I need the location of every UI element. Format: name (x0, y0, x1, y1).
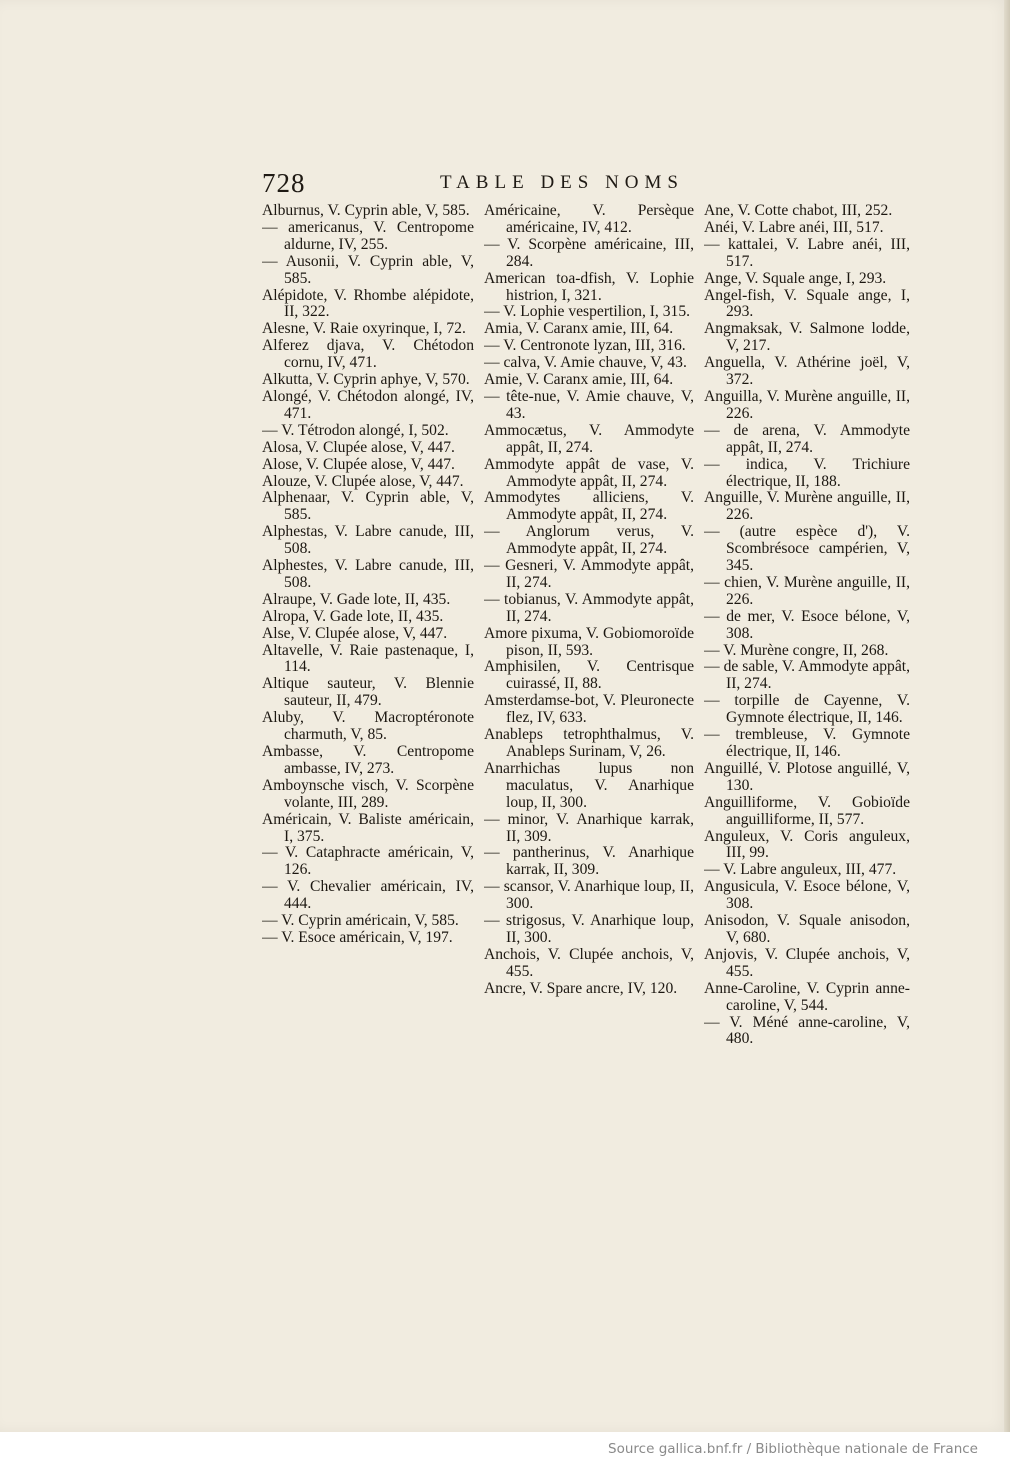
index-entry: — chien, V. Murène anguille, II, 226. (704, 573, 910, 608)
index-entry: — V. Centronote lyzan, III, 316. (484, 337, 686, 355)
index-entry: — V. Tétrodon alongé, I, 502. (262, 421, 449, 439)
index-entry: Alkutta, V. Cyprin aphye, V, 570. (262, 371, 470, 389)
index-entry: Alburnus, V. Cyprin able, V, 585. (262, 203, 470, 219)
index-entry: Ammodytes alliciens, V. Ammodyte appât, II, 274. (484, 489, 694, 524)
index-entry: Amore pixuma, V. Gobiomoroïde pison, II, 593. (484, 624, 694, 659)
index-entry: American toa-dfish, V. Lophie histrion, I, 321. (484, 269, 694, 304)
index-entry: — (autre espèce d'), V. Scombrésoce campérien, V, 345. (704, 523, 910, 575)
index-entry: — tête-nue, V. Amie chauve, V, 43. (484, 387, 694, 422)
index-entry: Alouze, V. Clupée alose, V, 447. (262, 472, 464, 490)
running-title: TABLE DES NOMS (440, 172, 684, 193)
index-entry: Alose, V. Clupée alose, V, 447. (262, 455, 455, 473)
index-entry: Anguille, V. Murène anguille, II, 226. (704, 489, 910, 524)
index-entry: — V. Scorpène américaine, III, 284. (484, 235, 694, 270)
index-column-3 (704, 203, 910, 1203)
index-entry: Anarrhichas lupus non maculatus, V. Anarhique loup, II, 300. (484, 759, 694, 811)
index-entry: Alphestas, V. Labre canude, III, 508. (262, 523, 474, 558)
page-edge (1004, 0, 1010, 1432)
index-entry: Alépidote, V. Rhombe alépidote, II, 322. (262, 286, 474, 321)
index-entry: Amie, V. Caranx amie, III, 64. (484, 371, 674, 389)
index-entry: — V. Labre anguleux, III, 477. (704, 861, 897, 879)
index-entry: Angmaksak, V. Salmone lodde, V, 217. (704, 320, 910, 355)
index-entry: Alphenaar, V. Cyprin able, V, 585. (262, 489, 474, 524)
index-entry: Altique sauteur, V. Blennie sauteur, II, 479. (262, 675, 474, 710)
index-entry: Amsterdamse-bot, V. Pleuronecte flez, IV, 633. (484, 692, 694, 727)
index-entry: Anisodon, V. Squale anisodon, V, 680. (704, 912, 910, 946)
index-entry: Alropa, V. Gade lote, II, 435. (262, 607, 444, 625)
index-entry: — V. Murène congre, II, 268. (704, 641, 889, 659)
index-entry: — de arena, V. Ammodyte appât, II, 274. (704, 421, 910, 456)
index-entry: — V. Méné anne-caroline, V, 480. (704, 1013, 910, 1048)
index-entry: Anableps tetrophthalmus, V. Anableps Surinam, V, 26. (484, 726, 694, 760)
index-entry: Alse, V. Clupée alose, V, 447. (262, 624, 448, 642)
index-entry: Anjovis, V. Clupée anchois, V, 455. (704, 945, 910, 980)
index-entry: — minor, V. Anarhique karrak, II, 309. (484, 810, 694, 845)
index-entry: Ammodyte appât de vase, V. Ammodyte appât, II, 274. (484, 455, 694, 490)
index-entry: — V. Esoce américain, V, 197. (262, 928, 453, 946)
index-entry: — trembleuse, V. Gymnote électrique, II, 146. (704, 726, 910, 760)
index-entry: Alphestes, V. Labre canude, III, 508. (262, 557, 474, 591)
index-column-2 (484, 203, 694, 1203)
index-entry: — de sable, V. Ammodyte appât, II, 274. (704, 658, 910, 693)
index-entry: Anne-Caroline, V. Cyprin anne-caroline, V, 544. (704, 979, 910, 1014)
page-number: 728 (262, 168, 306, 198)
index-entry: Angel-fish, V. Squale ange, I, 293. (704, 286, 910, 321)
index-entry: Américaine, V. Persèque américaine, IV, 412. (484, 203, 694, 236)
index-entry: Alraupe, V. Gade lote, II, 435. (262, 590, 451, 608)
index-entry: — indica, V. Trichiure électrique, II, 188. (704, 455, 910, 490)
index-entry: — V. Lophie vespertilion, I, 315. (484, 303, 691, 321)
index-entry: Ambasse, V. Centropome ambasse, IV, 273. (262, 743, 474, 777)
index-entry: — strigosus, V. Anarhique loup, II, 300. (484, 912, 694, 946)
source-credit: Source gallica.bnf.fr / Bibliothèque nationale de France (608, 1441, 978, 1457)
index-entry: — scansor, V. Anarhique loup, II, 300. (484, 878, 694, 913)
index-column-1 (262, 203, 474, 1203)
index-entry: — Ausonii, V. Cyprin able, V, 585. (262, 252, 474, 287)
index-entry: Amphisilen, V. Centrisque cuirassé, II, 88. (484, 658, 694, 693)
index-entry: Aluby, V. Macroptéronote charmuth, V, 85. (262, 709, 474, 744)
index-entry: Alosa, V. Clupée alose, V, 447. (262, 438, 455, 456)
index-entry: Alongé, V. Chétodon alongé, IV, 471. (262, 387, 474, 422)
index-entry: Américain, V. Baliste américain, I, 375. (262, 810, 474, 845)
index-entry: — V. Cyprin américain, V, 585. (262, 912, 459, 930)
index-entry: Anguilliforme, V. Gobioïde anguilliforme, II, 577. (704, 793, 910, 828)
index-entry: Alferez djava, V. Chétodon cornu, IV, 471. (262, 337, 474, 372)
index-entry: Amboynsche visch, V. Scorpène volante, III, 289. (262, 776, 474, 811)
index-entry: Ane, V. Cotte chabot, III, 252. (704, 203, 893, 219)
index-entry: Ammocætus, V. Ammodyte appât, II, 274. (484, 421, 694, 456)
index-entry: Anéi, V. Labre anéi, III, 517. (704, 218, 884, 236)
index-entry: — calva, V. Amie chauve, V, 43. (484, 354, 687, 372)
index-entry: — pantherinus, V. Anarhique karrak, II, 309. (484, 844, 694, 879)
index-entry: — kattalei, V. Labre anéi, III, 517. (704, 235, 910, 270)
index-entry: — V. Cataphracte américain, V, 126. (262, 844, 474, 879)
index-entry: — americanus, V. Centropome aldurne, IV, 255. (262, 218, 474, 253)
index-entry: — torpille de Cayenne, V. Gymnote électrique, II, 146. (704, 692, 910, 727)
index-entry: Anguella, V. Athérine joël, V, 372. (704, 354, 910, 389)
index-entry: — tobianus, V. Ammodyte appât, II, 274. (484, 590, 694, 625)
index-entry: Ange, V. Squale ange, I, 293. (704, 269, 887, 287)
index-entry: Anguilla, V. Murène anguille, II, 226. (704, 387, 910, 422)
index-entry: Angusicula, V. Esoce bélone, V, 308. (704, 878, 910, 913)
index-entry: — Anglorum verus, V. Ammodyte appât, II, 274. (484, 523, 694, 558)
index-entry: Anguleux, V. Coris anguleux, III, 99. (704, 827, 910, 862)
index-entry: Ancre, V. Spare ancre, IV, 120. (484, 979, 678, 997)
index-entry: Amia, V. Caranx amie, III, 64. (484, 320, 674, 338)
index-entry: Alesne, V. Raie oxyrinque, I, 72. (262, 320, 466, 338)
index-entry: Altavelle, V. Raie pastenaque, I, 114. (262, 641, 474, 676)
index-entry: — Gesneri, V. Ammodyte appât, II, 274. (484, 557, 694, 591)
index-entry: — V. Chevalier américain, IV, 444. (262, 878, 474, 913)
index-entry: Anguillé, V. Plotose anguillé, V, 130. (704, 759, 910, 794)
index-entry: Anchois, V. Clupée anchois, V, 455. (484, 945, 694, 980)
index-entry: — de mer, V. Esoce bélone, V, 308. (704, 607, 910, 642)
